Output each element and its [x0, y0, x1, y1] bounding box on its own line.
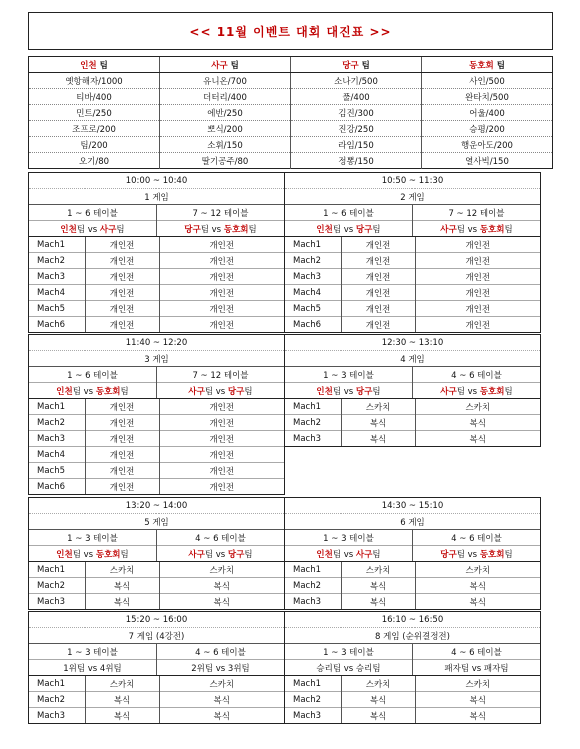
team-suffix: 팀: [227, 60, 239, 71]
match-table: [285, 335, 540, 446]
match-cell: [29, 221, 156, 237]
team-name: 동호회: [95, 386, 121, 397]
match-text: 팀: [120, 386, 129, 397]
player-cell: 소휘/150: [160, 137, 291, 153]
game-block-2: [284, 172, 541, 333]
match-type-left: 개인전: [85, 317, 159, 333]
match-type-left: 스카치: [341, 676, 415, 692]
match-type-left: 복식: [85, 578, 159, 594]
match-text: 패자팀 vs 패자팀: [444, 663, 509, 674]
time-slot: 14:30 ~ 15:10: [381, 500, 444, 511]
player-cell: 뽀식/200: [160, 121, 291, 137]
match-cell: [156, 660, 284, 676]
team-name: 동호회: [95, 549, 121, 560]
team-name: 동호회: [479, 224, 505, 235]
table-row: [285, 253, 540, 269]
match-type-left: 개인전: [85, 399, 159, 415]
match-type-left: 개인전: [341, 285, 415, 301]
match-type-right: 개인전: [415, 253, 540, 269]
match-text: 팀: [504, 386, 513, 397]
match-label: Mach5: [29, 301, 85, 317]
match-label: Mach3: [29, 431, 85, 447]
match-label: Mach1: [285, 676, 341, 692]
match-label: Mach1: [29, 399, 85, 415]
player-cell: 소나기/500: [291, 73, 422, 89]
match-label: Mach2: [285, 253, 341, 269]
match-label: Mach1: [285, 399, 341, 415]
team-roster-table: [28, 56, 553, 169]
table-row: [29, 317, 284, 333]
table-row: [285, 285, 540, 301]
match-table: [285, 612, 540, 723]
match-type-left: 개인전: [85, 415, 159, 431]
table-range-left: 1 ~ 6 테이블: [285, 205, 412, 221]
match-type-right: 복식: [415, 578, 540, 594]
table-row: [285, 301, 540, 317]
table-row: [29, 399, 284, 415]
table-row: [285, 399, 540, 415]
table-row: [285, 269, 540, 285]
game-title: 7 게임 (4강전): [29, 628, 284, 644]
match-text: 팀: [248, 224, 257, 235]
team-name: 당구: [227, 386, 245, 397]
match-text: 팀: [116, 224, 125, 235]
player-cell: 딸기공주/80: [160, 153, 291, 169]
table-range-left: 1 ~ 3 테이블: [285, 530, 412, 546]
match-label: Mach2: [285, 415, 341, 431]
match-cell: [156, 546, 284, 562]
table-row: [29, 137, 553, 153]
team-suffix: 팀: [493, 60, 505, 71]
match-type-left: 복식: [85, 594, 159, 610]
match-table: [29, 335, 284, 494]
table-row: [285, 415, 540, 431]
match-type-right: 개인전: [159, 415, 284, 431]
match-cell: [412, 546, 540, 562]
match-type-right: 복식: [415, 692, 540, 708]
match-text: 승리팀 vs 승리팀: [316, 663, 381, 674]
match-type-left: 개인전: [85, 447, 159, 463]
team-name: 동호회: [479, 386, 505, 397]
match-label: Mach3: [285, 708, 341, 724]
team-name: 사구: [440, 224, 457, 235]
match-type-right: 개인전: [159, 431, 284, 447]
table-range-right: 7 ~ 12 테이블: [156, 205, 284, 221]
table-row: [285, 562, 540, 578]
table-row: [29, 415, 284, 431]
game-title: 3 게임: [29, 351, 284, 367]
game-block-8: [284, 611, 541, 724]
player-cell: 조프로/200: [29, 121, 160, 137]
match-type-right: 개인전: [159, 269, 284, 285]
player-cell: 풀/400: [291, 89, 422, 105]
table-range-right: 7 ~ 12 테이블: [156, 367, 284, 383]
table-row: [29, 676, 284, 692]
match-type-right: 복식: [415, 415, 540, 431]
match-type-left: 복식: [341, 594, 415, 610]
table-range-right: 7 ~ 12 테이블: [412, 205, 540, 221]
table-range-right: 4 ~ 6 테이블: [412, 367, 540, 383]
match-cell: [285, 660, 412, 676]
match-type-right: 복식: [159, 708, 284, 724]
match-type-left: 복식: [341, 578, 415, 594]
table-row: [29, 253, 284, 269]
match-type-right: 복식: [159, 594, 284, 610]
team-header: [29, 57, 160, 73]
table-range-left: 1 ~ 3 테이블: [285, 367, 412, 383]
match-type-right: 스카치: [159, 676, 284, 692]
match-table: [29, 173, 284, 332]
team-name: 인천: [56, 386, 73, 397]
match-type-right: 개인전: [159, 399, 284, 415]
player-cell: 완타치/500: [422, 89, 553, 105]
match-text: 팀: [120, 549, 129, 560]
match-cell: [412, 383, 540, 399]
match-type-left: 복식: [341, 692, 415, 708]
match-label: Mach2: [29, 415, 85, 431]
player-cell: 팀/200: [29, 137, 160, 153]
match-label: Mach1: [29, 237, 85, 253]
match-type-left: 복식: [85, 692, 159, 708]
match-label: Mach3: [29, 594, 85, 610]
table-row: [29, 89, 553, 105]
match-type-right: 개인전: [159, 301, 284, 317]
player-cell: 민트/250: [29, 105, 160, 121]
table-row: [285, 692, 540, 708]
match-type-right: 복식: [159, 578, 284, 594]
team-name: 인천: [316, 224, 333, 235]
match-text: 팀 vs: [456, 386, 480, 397]
match-label: Mach6: [29, 479, 85, 495]
match-type-right: 복식: [159, 692, 284, 708]
match-type-right: 스카치: [159, 562, 284, 578]
match-type-left: 스카치: [341, 399, 415, 415]
match-text: 팀 vs: [456, 549, 480, 560]
match-table: [285, 173, 540, 332]
team-name: 인천: [56, 549, 73, 560]
time-slot: 12:30 ~ 13:10: [381, 337, 444, 348]
table-row: [29, 578, 284, 594]
match-type-left: 개인전: [85, 431, 159, 447]
player-cell: 행운아도/200: [422, 137, 553, 153]
match-cell: [285, 546, 412, 562]
match-type-right: 개인전: [415, 237, 540, 253]
match-label: Mach3: [29, 708, 85, 724]
match-cell: [412, 221, 540, 237]
game-block-3: [28, 334, 285, 495]
team-name: 당구: [342, 60, 359, 71]
player-cell: 승평/200: [422, 121, 553, 137]
game-title: 6 게임: [285, 514, 540, 530]
match-label: Mach1: [285, 562, 341, 578]
match-label: Mach4: [29, 447, 85, 463]
match-type-left: 스카치: [85, 676, 159, 692]
match-cell: [156, 221, 284, 237]
match-type-left: 스카치: [341, 562, 415, 578]
table-row: [29, 692, 284, 708]
match-cell: [156, 383, 284, 399]
team-header-row: [29, 57, 553, 73]
table-range-left: 1 ~ 3 테이블: [285, 644, 412, 660]
game-block-1: [28, 172, 285, 333]
match-type-left: 개인전: [85, 479, 159, 495]
player-cell: 더터리/400: [160, 89, 291, 105]
match-label: Mach2: [29, 578, 85, 594]
team-name: 동호회: [223, 224, 249, 235]
table-row: [29, 285, 284, 301]
match-text: 팀 vs: [72, 386, 96, 397]
team-header: [160, 57, 291, 73]
table-row: [29, 562, 284, 578]
player-cell: 열사빅/150: [422, 153, 553, 169]
player-cell: 김진/300: [291, 105, 422, 121]
team-name: 인천: [80, 60, 97, 71]
player-cell: 오기/80: [29, 153, 160, 169]
match-type-right: 개인전: [159, 479, 284, 495]
match-cell: [29, 546, 156, 562]
match-type-right: 개인전: [159, 317, 284, 333]
player-cell: 옛항해자/1000: [29, 73, 160, 89]
match-type-left: 개인전: [85, 463, 159, 479]
match-cell: [29, 660, 156, 676]
match-table: [285, 498, 540, 609]
table-row: [29, 708, 284, 724]
table-row: [285, 317, 540, 333]
team-name: 당구: [227, 549, 245, 560]
team-name: 사구: [440, 386, 457, 397]
team-name: 인천: [316, 549, 333, 560]
match-type-right: 개인전: [159, 253, 284, 269]
match-type-right: 복식: [415, 431, 540, 447]
player-cell: 티바/400: [29, 89, 160, 105]
match-text: 팀 vs: [204, 549, 228, 560]
match-label: Mach4: [29, 285, 85, 301]
table-range-right: 4 ~ 6 테이블: [412, 644, 540, 660]
match-table: [29, 612, 284, 723]
match-text: 팀 vs: [332, 224, 356, 235]
table-row: [29, 431, 284, 447]
player-cell: 에반/250: [160, 105, 291, 121]
match-text: 팀 vs: [200, 224, 224, 235]
table-row: [285, 676, 540, 692]
match-type-left: 개인전: [85, 301, 159, 317]
match-type-left: 개인전: [341, 301, 415, 317]
match-text: 2위팀 vs 3위팀: [191, 663, 250, 674]
match-label: Mach6: [29, 317, 85, 333]
match-label: Mach1: [29, 676, 85, 692]
team-name: 사구: [188, 386, 205, 397]
match-text: 팀 vs: [76, 224, 100, 235]
match-label: Mach3: [285, 269, 341, 285]
match-cell: [285, 383, 412, 399]
table-row: [29, 153, 553, 169]
match-type-left: 스카치: [85, 562, 159, 578]
match-text: 팀: [504, 549, 513, 560]
team-header: [422, 57, 553, 73]
game-title: 8 게임 (순위결정전): [285, 628, 540, 644]
match-type-left: 복식: [341, 415, 415, 431]
match-label: Mach2: [285, 578, 341, 594]
game-title: 1 게임: [29, 189, 284, 205]
team-name: 사구: [355, 549, 373, 560]
time-slot: 10:50 ~ 11:30: [381, 175, 444, 186]
match-type-left: 개인전: [85, 237, 159, 253]
match-type-left: 개인전: [341, 269, 415, 285]
match-cell: [29, 383, 156, 399]
match-text: 팀: [244, 549, 253, 560]
table-row: [29, 73, 553, 89]
table-row: [285, 594, 540, 610]
time-slot: 11:40 ~ 12:20: [125, 337, 188, 348]
match-type-right: 개인전: [415, 301, 540, 317]
table-row: [29, 594, 284, 610]
match-text: 1위팀 vs 4위팀: [63, 663, 122, 674]
game-block-5: [28, 497, 285, 610]
match-type-right: 스카치: [415, 562, 540, 578]
player-cell: 라임/150: [291, 137, 422, 153]
table-row: [29, 237, 284, 253]
match-type-right: 개인전: [159, 463, 284, 479]
match-cell: [412, 660, 540, 676]
time-slot: 15:20 ~ 16:00: [125, 614, 188, 625]
match-label: Mach4: [285, 285, 341, 301]
time-slot: 13:20 ~ 14:00: [125, 500, 188, 511]
time-slot: 16:10 ~ 16:50: [381, 614, 444, 625]
table-row: [29, 463, 284, 479]
match-label: Mach2: [285, 692, 341, 708]
table-row: [29, 301, 284, 317]
match-type-right: 개인전: [415, 269, 540, 285]
table-range-left: 1 ~ 3 테이블: [29, 530, 156, 546]
table-row: [29, 479, 284, 495]
player-cell: 유니온/700: [160, 73, 291, 89]
match-text: 팀: [372, 224, 381, 235]
team-suffix: 팀: [358, 60, 370, 71]
match-type-left: 개인전: [85, 269, 159, 285]
match-type-right: 복식: [415, 594, 540, 610]
match-label: Mach3: [285, 431, 341, 447]
match-type-right: 개인전: [415, 317, 540, 333]
table-range-left: 1 ~ 6 테이블: [29, 367, 156, 383]
team-name: 인천: [60, 224, 77, 235]
match-text: 팀 vs: [204, 386, 228, 397]
player-cell: 어울/400: [422, 105, 553, 121]
match-label: Mach5: [285, 301, 341, 317]
match-type-left: 개인전: [341, 237, 415, 253]
match-type-left: 복식: [341, 431, 415, 447]
table-range-left: 1 ~ 3 테이블: [29, 644, 156, 660]
match-type-left: 개인전: [85, 285, 159, 301]
team-name: 동호회: [479, 549, 505, 560]
time-slot: 10:00 ~ 10:40: [125, 175, 188, 186]
page-title: << 11월 이벤트 대회 대진표 >>: [28, 12, 553, 50]
match-type-left: 복식: [85, 708, 159, 724]
table-row: [29, 447, 284, 463]
game-block-4: [284, 334, 541, 447]
table-row: [285, 708, 540, 724]
team-name: 사구: [211, 60, 228, 71]
match-label: Mach3: [285, 594, 341, 610]
match-table: [29, 498, 284, 609]
match-cell: [285, 221, 412, 237]
match-label: Mach3: [29, 269, 85, 285]
game-block-7: [28, 611, 285, 724]
match-label: Mach1: [285, 237, 341, 253]
game-title: 5 게임: [29, 514, 284, 530]
team-header: [291, 57, 422, 73]
table-row: [29, 105, 553, 121]
match-label: Mach6: [285, 317, 341, 333]
team-name: 당구: [440, 549, 457, 560]
match-text: 팀 vs: [456, 224, 480, 235]
match-type-right: 스카치: [415, 399, 540, 415]
match-label: Mach2: [29, 692, 85, 708]
match-type-right: 개인전: [415, 285, 540, 301]
table-range-right: 4 ~ 6 테이블: [156, 644, 284, 660]
match-text: 팀: [244, 386, 253, 397]
match-text: 팀 vs: [332, 549, 356, 560]
table-row: [29, 121, 553, 137]
match-type-right: 스카치: [415, 676, 540, 692]
table-row: [285, 431, 540, 447]
table-range-right: 4 ~ 6 테이블: [156, 530, 284, 546]
game-title: 4 게임: [285, 351, 540, 367]
match-type-right: 복식: [415, 708, 540, 724]
team-name: 인천: [316, 386, 333, 397]
match-text: 팀: [372, 386, 381, 397]
match-label: Mach2: [29, 253, 85, 269]
team-name: 당구: [184, 224, 201, 235]
game-block-6: [284, 497, 541, 610]
match-text: 팀 vs: [72, 549, 96, 560]
team-name: 당구: [355, 224, 373, 235]
match-text: 팀 vs: [332, 386, 356, 397]
match-type-left: 개인전: [85, 253, 159, 269]
match-label: Mach1: [29, 562, 85, 578]
match-text: 팀: [372, 549, 381, 560]
table-row: [285, 578, 540, 594]
team-name: 사구: [99, 224, 117, 235]
team-suffix: 팀: [96, 60, 108, 71]
team-name: 동호회: [469, 60, 494, 71]
match-text: 팀: [504, 224, 513, 235]
team-name: 당구: [355, 386, 373, 397]
table-row: [285, 237, 540, 253]
match-label: Mach5: [29, 463, 85, 479]
match-type-right: 개인전: [159, 237, 284, 253]
match-type-left: 개인전: [341, 253, 415, 269]
player-cell: 진강/250: [291, 121, 422, 137]
match-type-left: 개인전: [341, 317, 415, 333]
player-cell: 사인/500: [422, 73, 553, 89]
table-range-left: 1 ~ 6 테이블: [29, 205, 156, 221]
player-cell: 정뽕/150: [291, 153, 422, 169]
team-name: 사구: [188, 549, 205, 560]
match-type-right: 개인전: [159, 285, 284, 301]
match-type-left: 복식: [341, 708, 415, 724]
game-title: 2 게임: [285, 189, 540, 205]
table-range-right: 4 ~ 6 테이블: [412, 530, 540, 546]
table-row: [29, 269, 284, 285]
match-type-right: 개인전: [159, 447, 284, 463]
